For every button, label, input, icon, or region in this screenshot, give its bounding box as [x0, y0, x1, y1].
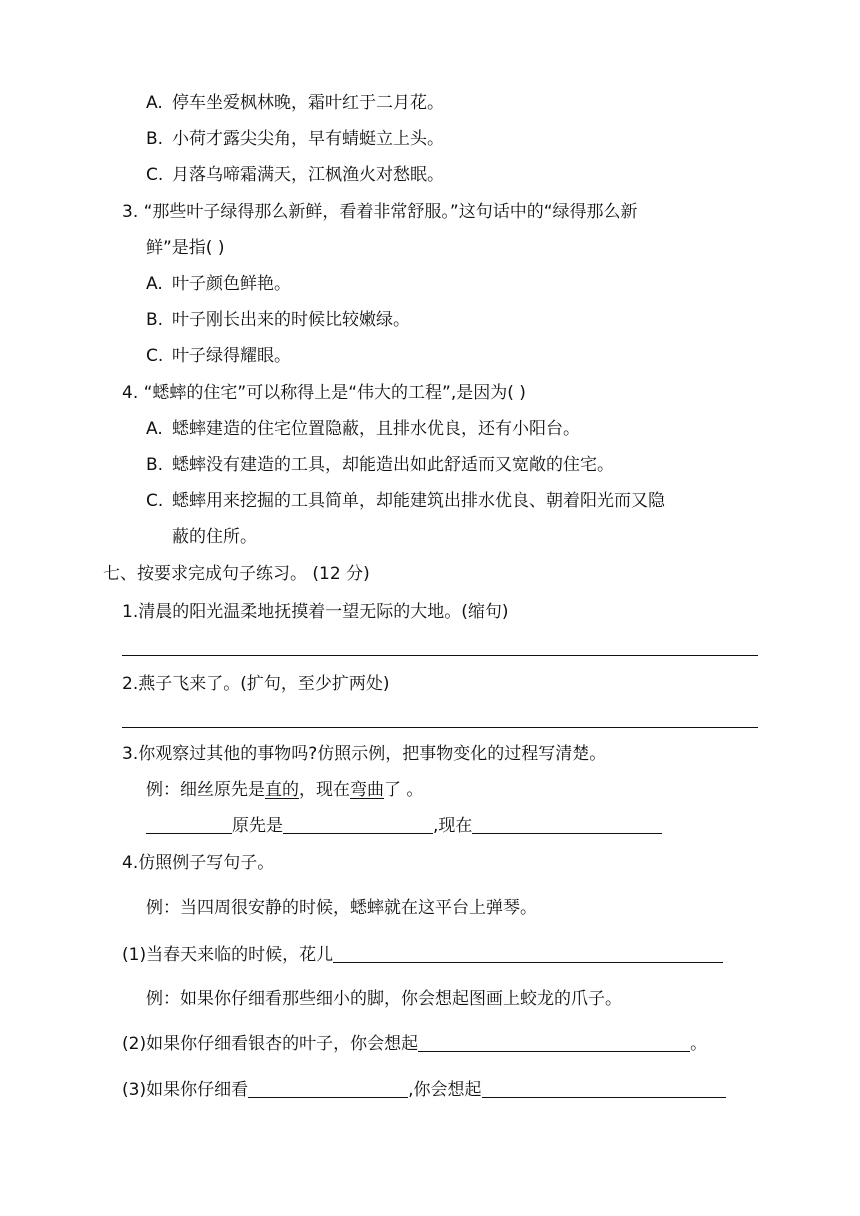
sentence-4-example-2: 例：如果你仔细看那些细小的脚，你会想起图画上蛟龙的爪子。: [146, 989, 622, 1009]
option-text: 叶子颜色鲜艳。: [172, 274, 291, 294]
option-letter: A.: [146, 419, 163, 439]
blank-item-3b[interactable]: [482, 1079, 726, 1098]
item-2-text: (2)如果你仔细看银杏的叶子，你会想起: [122, 1034, 419, 1054]
sentence-4-item-3: [122, 1078, 726, 1102]
blank-item-3a[interactable]: [248, 1079, 408, 1098]
option-letter: B.: [146, 310, 164, 330]
option-text: 小荷才露尖尖角，早有蜻蜓立上头。: [172, 129, 444, 149]
sentence-3-fill: [146, 814, 662, 838]
blank-object[interactable]: [146, 815, 232, 834]
sentence-2-prompt: 2.燕子飞来了。(扩句，至少扩两处): [122, 674, 390, 694]
option-letter: C.: [146, 491, 164, 511]
blank-item-2[interactable]: [418, 1033, 690, 1052]
option-text: 叶子绿得耀眼。: [172, 346, 291, 366]
item-3-text-1: (3)如果你仔细看: [122, 1080, 249, 1100]
answer-line-1[interactable]: [122, 655, 758, 656]
item-2-suffix: 。: [690, 1034, 708, 1054]
q3-stem-line2: 鲜”是指( ): [146, 238, 225, 258]
sentence-3-example: [146, 778, 423, 802]
q2-option-b: [146, 127, 444, 151]
q4-option-c-continuation: 蔽的住所。: [172, 527, 257, 547]
item-1-text: (1)当春天来临的时候，花儿: [122, 945, 334, 965]
q2-option-a: [146, 91, 444, 115]
q4-option-a: [146, 417, 580, 441]
option-letter: A.: [146, 93, 163, 113]
example-mid: ，现在: [299, 780, 350, 800]
sentence-3-prompt: 3.你观察过其他的事物吗?仿照示例，把事物变化的过程写清楚。: [122, 744, 607, 764]
blank-before[interactable]: [283, 815, 433, 834]
q3-stem-line1: 3. “那些叶子绿得那么新鲜，看着非常舒服。”这句话中的“绿得那么新: [122, 202, 638, 222]
q3-option-b: [146, 308, 410, 332]
example-suffix: 了 。: [384, 780, 424, 800]
q4-option-c: [146, 489, 665, 513]
q4-stem: 4. “蟋蟀的住宅”可以称得上是“伟大的工程”,是因为( ): [122, 383, 526, 403]
option-text: 月落乌啼霜满天，江枫渔火对愁眠。: [172, 165, 444, 185]
option-letter: B.: [146, 129, 164, 149]
sentence-4-prompt: 4.仿照例子写句子。: [122, 853, 275, 873]
option-letter: C.: [146, 346, 164, 366]
option-text: 停车坐爱枫林晚，霜叶红于二月花。: [172, 93, 444, 113]
fill-text-1: 原先是: [232, 816, 283, 836]
sentence-4-item-1: [122, 943, 723, 967]
q3-option-c: [146, 344, 291, 368]
option-text: 蟋蟀没有建造的工具，却能造出如此舒适而又宽敞的住宅。: [172, 455, 614, 475]
example-underlined-2: 弯曲: [350, 780, 384, 800]
section-title: 七、按要求完成句子练习。 (12 分): [103, 564, 370, 584]
option-text: 蟋蟀用来挖掘的工具简单，却能建筑出排水优良、朝着阳光而又隐: [172, 491, 665, 511]
example-underlined-1: 直的: [265, 780, 299, 800]
q4-option-b: [146, 453, 614, 477]
option-text: 蟋蟀建造的住宅位置隐蔽，且排水优良，还有小阳台。: [172, 419, 580, 439]
blank-item-1[interactable]: [333, 944, 723, 963]
q2-option-c: [146, 163, 444, 187]
q3-option-a: [146, 272, 291, 296]
fill-text-2: ,现在: [433, 816, 473, 836]
sentence-1-prompt: 1.清晨的阳光温柔地抚摸着一望无际的大地。(缩句): [122, 602, 509, 622]
sentence-4-example-1: 例：当四周很安静的时候，蟋蟀就在这平台上弹琴。: [146, 898, 537, 918]
option-letter: A.: [146, 274, 163, 294]
example-prefix: 例：细丝原先是: [146, 780, 265, 800]
option-letter: C.: [146, 165, 164, 185]
option-letter: B.: [146, 455, 164, 475]
item-3-text-2: ,你会想起: [408, 1080, 482, 1100]
option-text: 叶子刚长出来的时候比较嫩绿。: [172, 310, 410, 330]
sentence-4-item-2: [122, 1032, 707, 1056]
answer-line-2[interactable]: [122, 727, 758, 728]
blank-now[interactable]: [472, 815, 662, 834]
